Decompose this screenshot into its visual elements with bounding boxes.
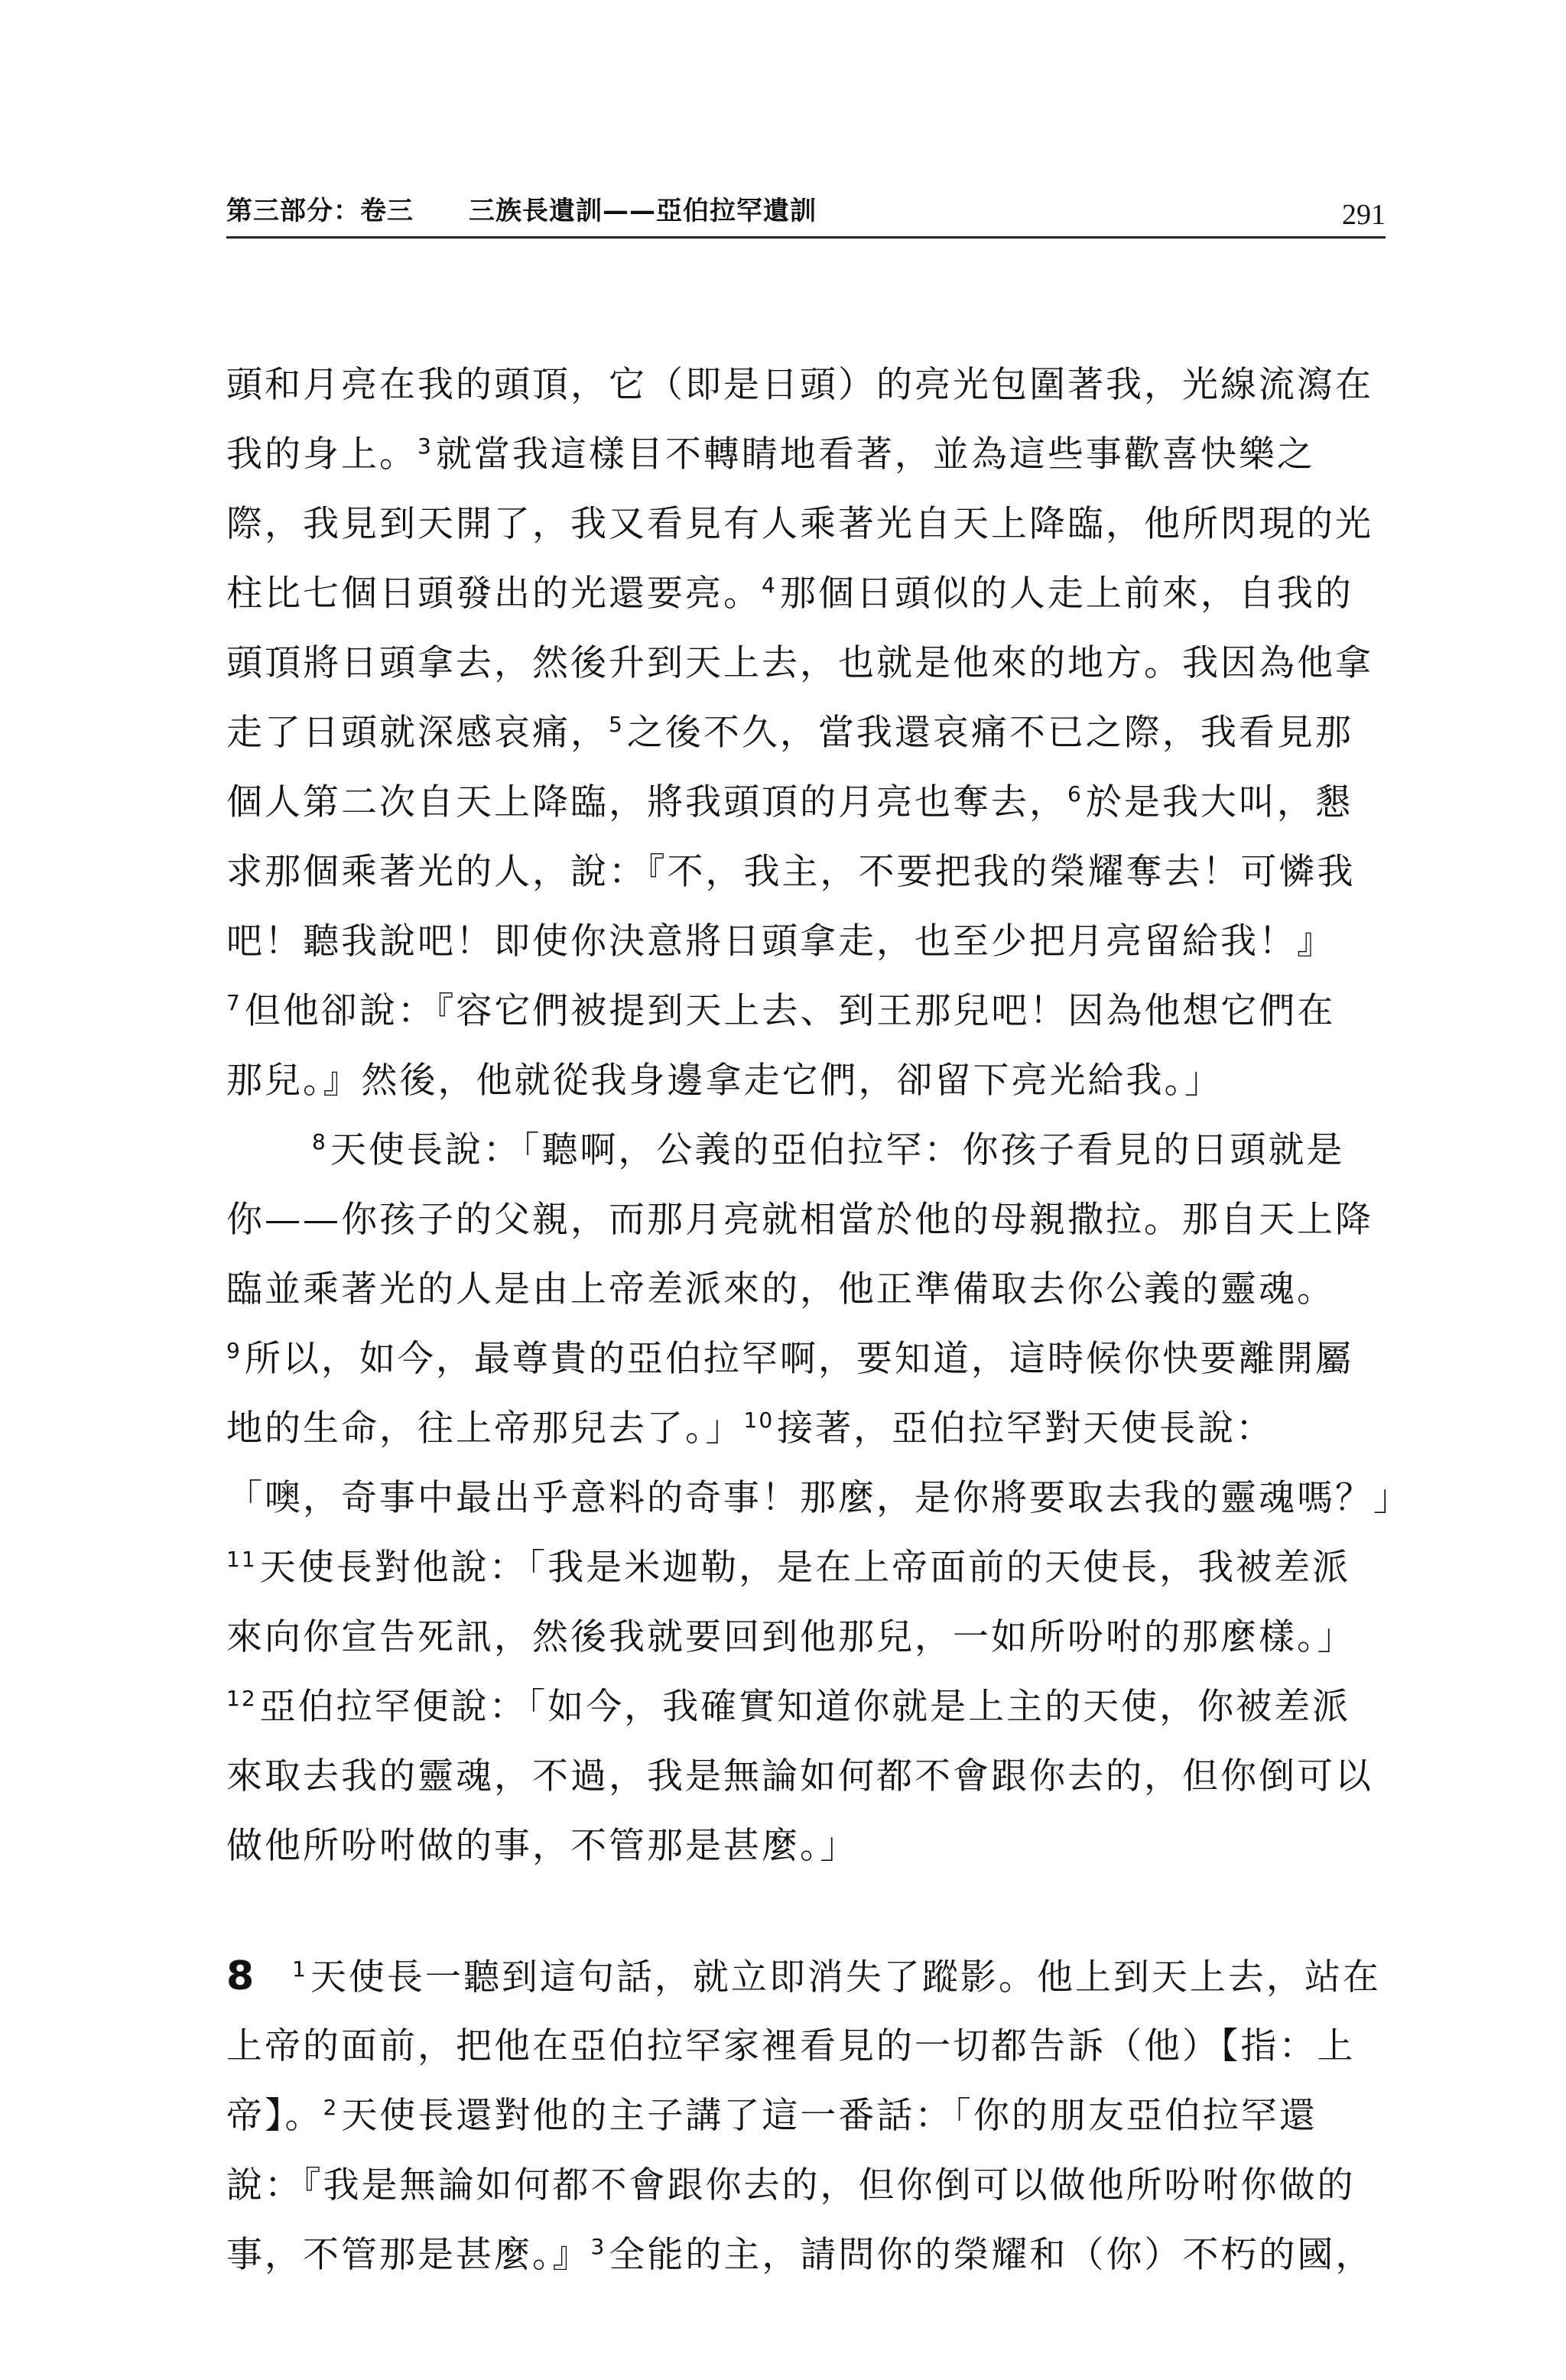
text-line [226,350,1389,420]
body-text [226,350,1412,2290]
text-line [226,837,1389,907]
text-line [226,907,1389,976]
text-line [226,1672,1389,1742]
text-line [226,1394,1389,1463]
verse-number: 7 [226,990,242,1016]
text-run: 全能的主，請問你的榮耀和（你）不朽的國， [609,2234,1374,2276]
text-line [226,698,1389,768]
text-line [226,628,1389,698]
text-run: 那兒。』然後，他就從我身邊拿走它們，卻留下亮光給我。」 [226,1060,1223,1102]
text-run: 頭和月亮在我的頭頂，它（即是日頭）的亮光包圍著我，光線流瀉在 [226,364,1373,406]
text-run: 臨並乘著光的人是由上帝差派來的，他正準備取去你公義的靈魂。 [226,1268,1335,1310]
text-run: 之後不久，當我還哀痛不已之際，我看見那 [626,712,1353,754]
header-rule [226,236,1386,239]
chapter-number: 8 [226,1953,257,1999]
text-line [226,2011,1389,2081]
text-line [226,1742,1389,1811]
text-run: 柱比七個日頭發出的光還要亮。 [226,573,762,615]
text-line [226,1811,1389,1881]
verse-number: 3 [590,2234,606,2260]
verse-number: 5 [609,712,624,738]
text-line [226,1115,1389,1185]
text-line [226,1046,1389,1115]
text-run: 你——你孩子的父親，而那月亮就相當於他的母親撒拉。那自天上降 [226,1199,1373,1241]
text-run: 接著，亞伯拉罕對天使長說： [777,1408,1275,1450]
text-run: 但他卻說：『容它們被提到天上去、到王那兒吧！因為他想它們在 [244,990,1336,1032]
text-line [226,768,1389,837]
text-line [226,2151,1389,2220]
text-run: 說：『我是無論如何都不會跟你去的，但你倒可以做他所吩咐你做的 [226,2164,1356,2206]
text-run: 走了日頭就深感哀痛， [226,712,609,754]
text-run: 個人第二次自天上降臨，將我頭頂的月亮也奪去， [226,781,1067,823]
text-line [226,489,1389,559]
verse-number: 10 [743,1408,775,1434]
text-run: 來向你宣告死訊，然後我就要回到他那兒，一如所吩咐的那麼樣。」 [226,1616,1356,1658]
text-line [226,1602,1389,1672]
text-line [226,2081,1389,2151]
text-run: 際，我見到天開了，我又看見有人乘著光自天上降臨，他所閃現的光 [226,503,1373,545]
verse-number: 6 [1067,781,1083,807]
text-run: 那個日頭似的人走上前來，自我的 [779,573,1353,615]
text-run: 天使長說：「聽啊，公義的亞伯拉罕：你孩子看見的日頭就是 [330,1129,1345,1171]
text-line [226,1942,1389,2011]
text-run: 就當我這樣目不轉睛地看著，並為這些事歡喜快樂之 [435,433,1315,476]
verse-number: 3 [417,433,433,459]
text-run: 亞伯拉罕便說：「如今，我確實知道你就是上主的天使，你被差派 [259,1686,1351,1728]
text-run: 帝】。 [226,2095,323,2137]
text-run: 做他所吩咐做的事，不管那是甚麼。」 [226,1825,859,1867]
text-line [226,559,1389,628]
text-run: 來取去我的靈魂，不過，我是無論如何都不會跟你去的，但你倒可以 [226,1755,1373,1797]
text-line [226,420,1389,489]
verse-number: 8 [312,1129,327,1155]
verse-number: 4 [762,573,777,599]
text-run: 我的身上。 [226,433,417,476]
text-line [226,2220,1389,2290]
text-line [226,1533,1389,1602]
verse-number: 11 [226,1547,257,1573]
text-run: 上帝的面前，把他在亞伯拉罕家裡看見的一切都告訴（他）【指：上 [226,2025,1356,2067]
text-run: 吧！聽我說吧！即使你決意將日頭拿走，也至少把月亮留給我！』 [226,921,1335,963]
text-run: 於是我大叫，懇 [1085,781,1353,823]
page-number: 291 [1342,199,1386,231]
text-run: 地的生命，往上帝那兒去了。」 [226,1408,744,1450]
text-run: 事，不管那是甚麼。』 [226,2234,591,2276]
text-run: 天使長一聽到這句話，就立即消失了蹤影。他上到天上去，站在 [310,1956,1381,1998]
verse-number: 12 [226,1686,257,1712]
text-run: 天使長還對他的主子講了這一番話：「你的朋友亞伯拉罕還 [341,2095,1317,2137]
text-run: 「噢，奇事中最出乎意料的奇事！那麼，是你將要取去我的靈魂嗎？」 [226,1477,1412,1519]
text-line [226,1463,1412,1533]
section-title: 三族長遺訓——亞伯拉罕遺訓 [469,196,817,226]
text-line [226,1324,1389,1394]
verse-number: 2 [323,2095,339,2121]
running-header [226,195,1386,233]
text-line [226,1185,1389,1255]
running-title [226,190,817,227]
verse-number: 9 [226,1338,242,1364]
verse-number: 1 [292,1956,307,1982]
text-run: 所以，如今，最尊貴的亞伯拉罕啊，要知道，這時候你快要離開屬 [244,1338,1353,1380]
text-line [226,1255,1389,1324]
part-label: 第三部分：卷三 [226,196,414,226]
text-run: 天使長對他說：「我是米迦勒，是在上帝面前的天使長，我被差派 [259,1547,1351,1589]
text-run: 求那個乘著光的人，說：『不，我主，不要把我的榮耀奪去！可憐我 [226,851,1356,893]
text-line [226,976,1389,1046]
text-run: 頭頂將日頭拿去，然後升到天上去，也就是他來的地方。我因為他拿 [226,642,1373,684]
